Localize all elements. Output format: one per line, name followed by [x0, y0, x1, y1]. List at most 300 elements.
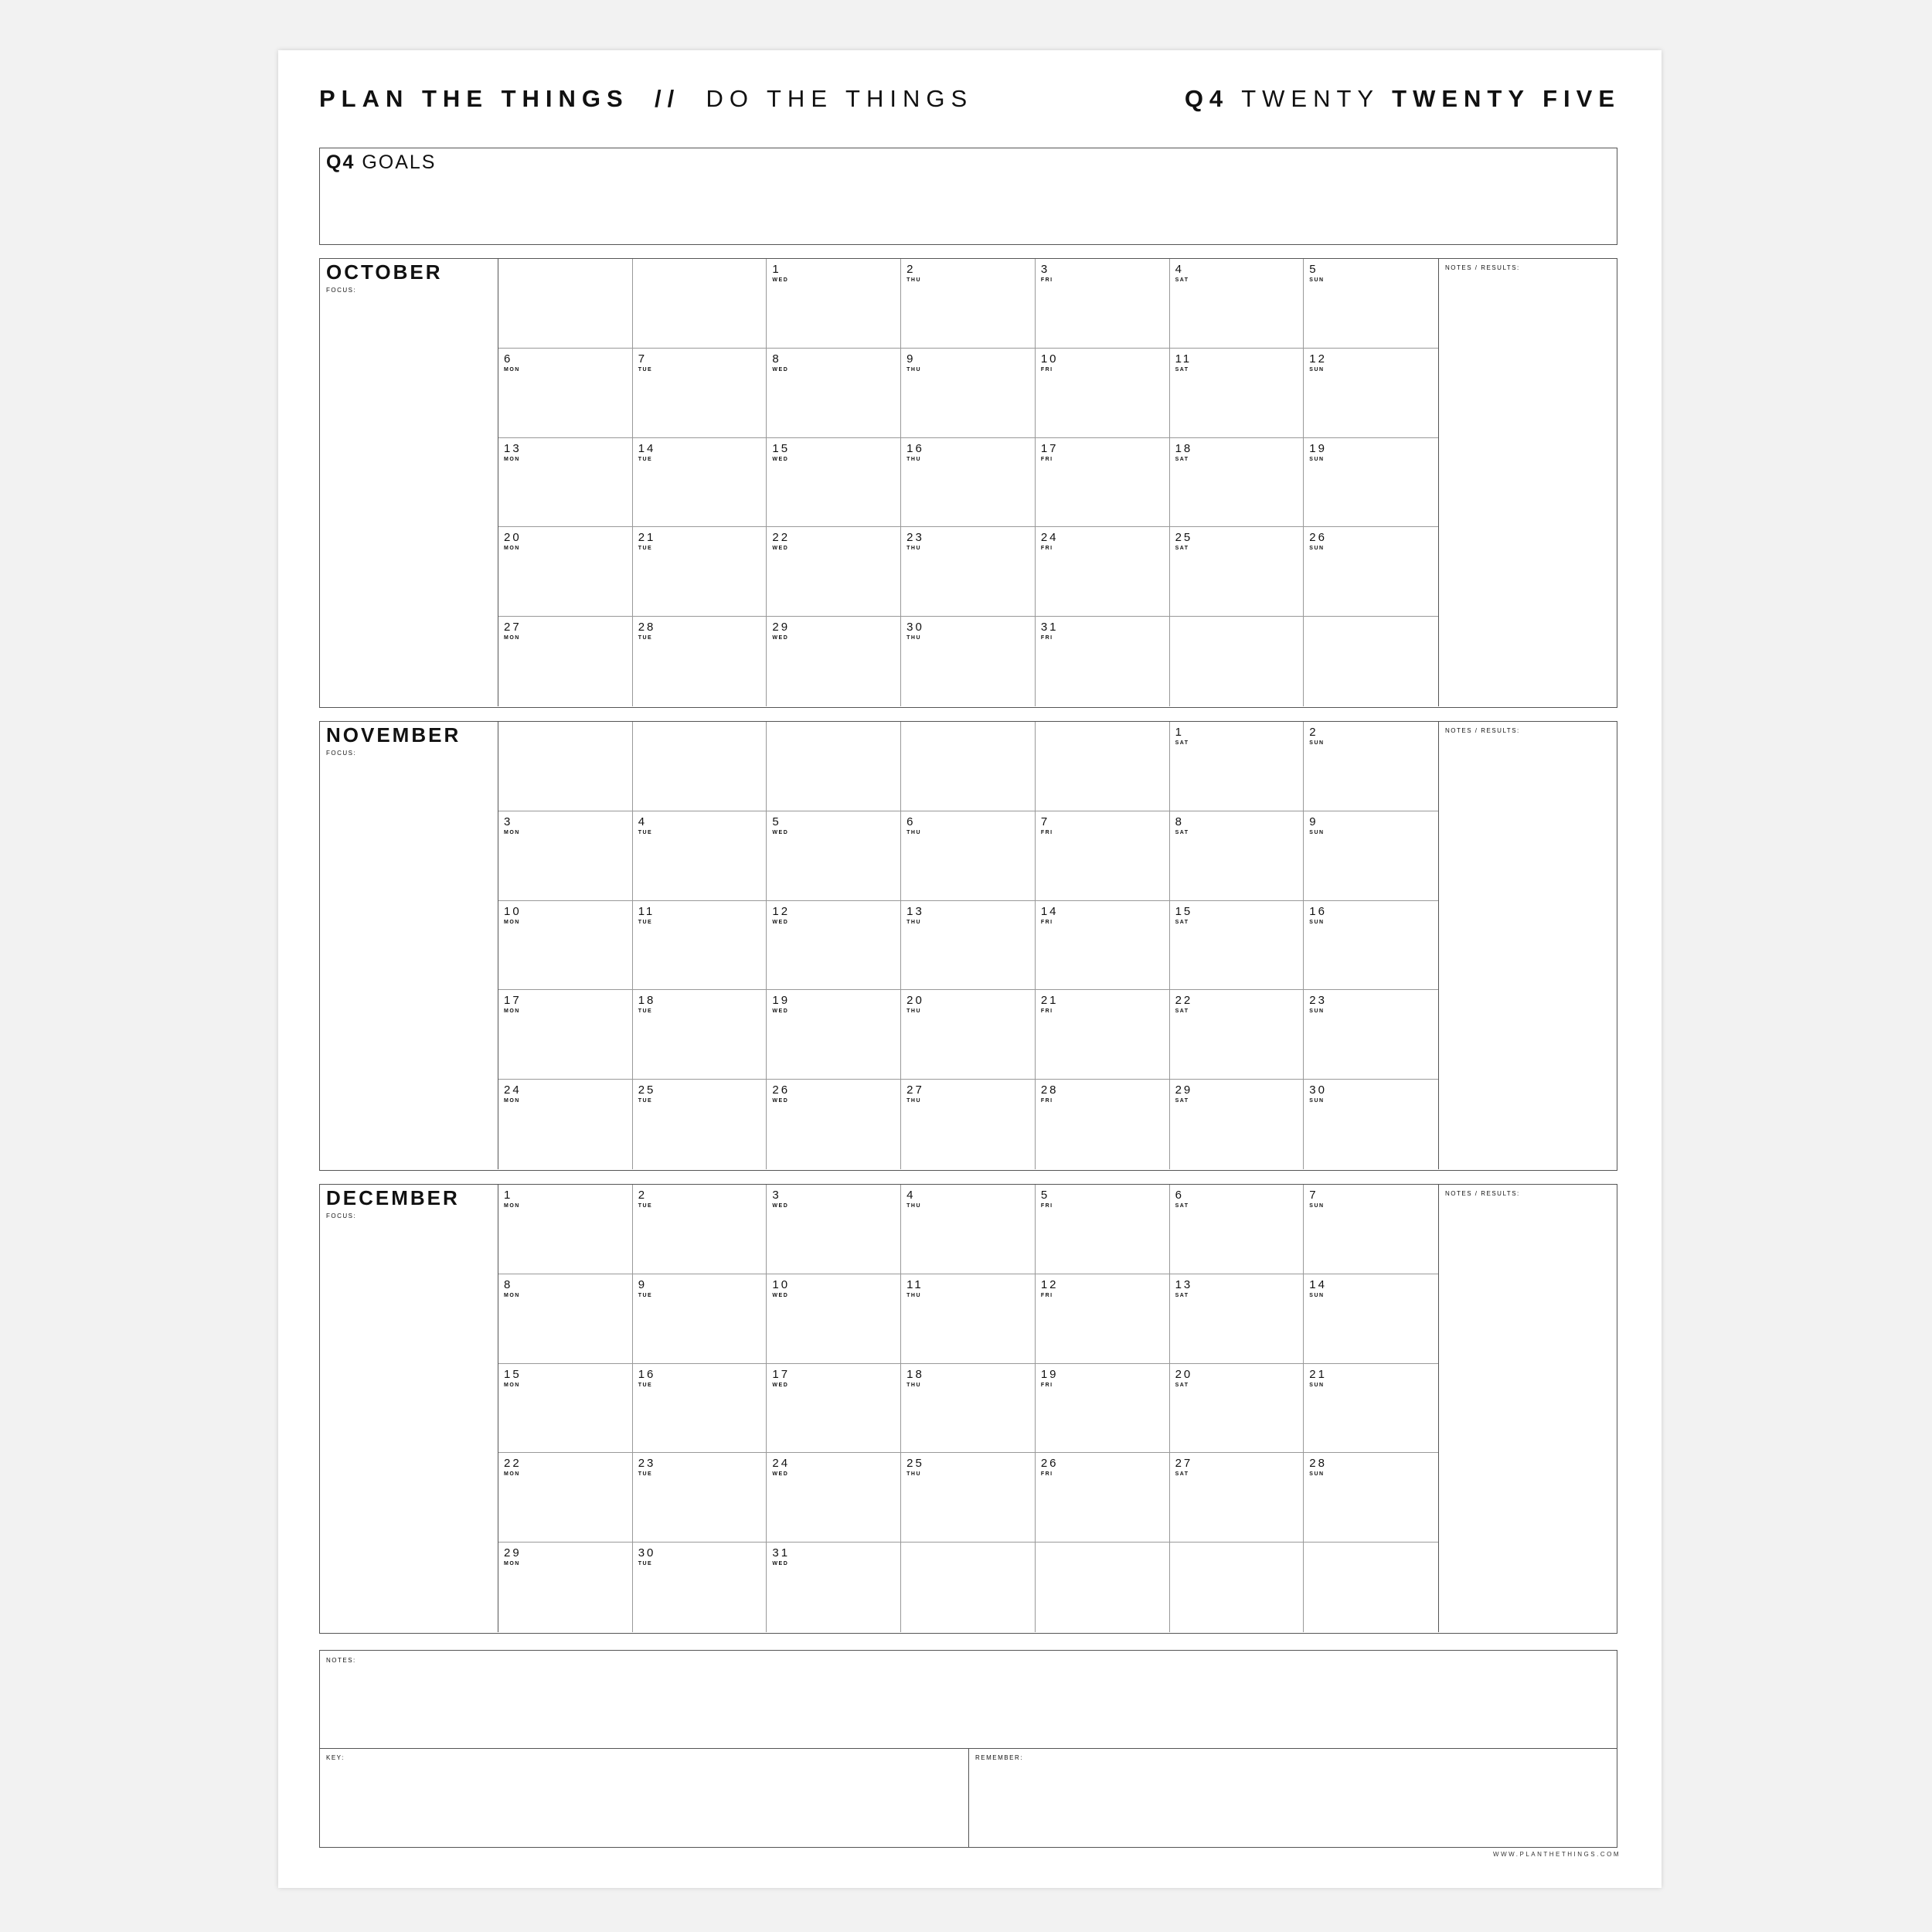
- day-of-week: SUN: [1309, 546, 1325, 552]
- day-cell[interactable]: [498, 527, 633, 617]
- day-cell[interactable]: [1304, 811, 1438, 901]
- day-of-week: WED: [772, 277, 789, 283]
- notes-results-label: NOTES / RESULTS:: [1445, 264, 1520, 271]
- day-of-week: SAT: [1175, 456, 1189, 462]
- day-of-week: SUN: [1309, 366, 1325, 372]
- day-cell[interactable]: [633, 811, 767, 901]
- day-cell[interactable]: [633, 617, 767, 706]
- day-of-week: FRI: [1040, 919, 1053, 925]
- day-number: 10: [772, 1277, 791, 1291]
- day-of-week: TUE: [638, 919, 653, 925]
- day-cell[interactable]: [1304, 1543, 1438, 1632]
- day-cell[interactable]: [633, 990, 767, 1080]
- day-number: 26: [772, 1083, 791, 1097]
- day-cell[interactable]: [498, 990, 633, 1080]
- day-cell[interactable]: [1036, 1274, 1170, 1364]
- header-tagline: [319, 85, 973, 113]
- planner-sheet: [278, 50, 1662, 1888]
- day-cell[interactable]: [633, 527, 767, 617]
- day-number: 24: [504, 1083, 522, 1097]
- day-cell[interactable]: [1170, 527, 1304, 617]
- day-number: 10: [504, 904, 522, 918]
- day-of-week: MON: [504, 1471, 520, 1478]
- day-number: 5: [1309, 263, 1318, 276]
- header-quarter-title: [1185, 85, 1621, 113]
- day-number: 16: [906, 441, 924, 455]
- day-number: 6: [1175, 1189, 1184, 1202]
- day-cell[interactable]: [767, 722, 901, 811]
- footer-url: WWW.PLANTHETHINGS.COM: [1493, 1851, 1621, 1858]
- day-number: 9: [638, 1277, 648, 1291]
- day-of-week: SAT: [1175, 740, 1189, 746]
- day-cell[interactable]: [1036, 438, 1170, 528]
- day-of-week: THU: [906, 919, 922, 925]
- day-cell[interactable]: [901, 901, 1036, 991]
- day-number: 2: [1309, 726, 1318, 739]
- day-number: 13: [906, 904, 924, 918]
- day-number: 17: [772, 1367, 791, 1381]
- day-cell[interactable]: [1170, 811, 1304, 901]
- month-title: OCTOBER: [326, 260, 443, 284]
- day-of-week: WED: [772, 1098, 789, 1104]
- day-of-week: WED: [772, 1009, 789, 1015]
- day-of-week: SUN: [1309, 1203, 1325, 1209]
- day-cell[interactable]: [1170, 1453, 1304, 1543]
- day-cell[interactable]: [1036, 259, 1170, 349]
- day-number: 9: [906, 352, 916, 366]
- day-of-week: THU: [906, 829, 922, 835]
- day-of-week: TUE: [638, 366, 653, 372]
- focus-label: FOCUS:: [326, 750, 357, 757]
- day-of-week: SAT: [1175, 1471, 1189, 1478]
- day-of-week: FRI: [1040, 456, 1053, 462]
- day-number: 11: [638, 904, 655, 918]
- day-of-week: MON: [504, 1203, 520, 1209]
- day-cell[interactable]: [1036, 349, 1170, 438]
- day-cell[interactable]: [1170, 722, 1304, 811]
- day-of-week: FRI: [1040, 277, 1053, 283]
- day-of-week: WED: [772, 1292, 789, 1298]
- day-cell[interactable]: [767, 259, 901, 349]
- day-number: 18: [906, 1367, 924, 1381]
- day-of-week: SUN: [1309, 277, 1325, 283]
- day-number: 19: [772, 994, 791, 1008]
- day-of-week: SUN: [1309, 1098, 1325, 1104]
- focus-label: FOCUS:: [326, 1213, 357, 1219]
- day-of-week: FRI: [1040, 1203, 1053, 1209]
- day-number: 17: [1040, 441, 1059, 455]
- day-of-week: SAT: [1175, 1098, 1189, 1104]
- day-of-week: MON: [504, 919, 520, 925]
- day-of-week: SAT: [1175, 1009, 1189, 1015]
- day-of-week: SUN: [1309, 740, 1325, 746]
- day-of-week: FRI: [1040, 1382, 1053, 1388]
- day-cell[interactable]: [633, 1185, 767, 1274]
- day-of-week: MON: [504, 546, 520, 552]
- day-cell[interactable]: [633, 1364, 767, 1454]
- day-cell[interactable]: [633, 1080, 767, 1169]
- day-cell[interactable]: [633, 259, 767, 349]
- day-number: 8: [772, 352, 781, 366]
- day-cell[interactable]: [498, 1543, 633, 1632]
- day-of-week: SAT: [1175, 546, 1189, 552]
- header-do-text: DO THE THINGS: [706, 85, 974, 112]
- day-number: 14: [1309, 1277, 1327, 1291]
- day-cell[interactable]: [1170, 1274, 1304, 1364]
- day-of-week: THU: [906, 1203, 922, 1209]
- day-of-week: SAT: [1175, 1382, 1189, 1388]
- day-cell[interactable]: [498, 259, 633, 349]
- day-of-week: SAT: [1175, 1292, 1189, 1298]
- day-cell[interactable]: [767, 990, 901, 1080]
- day-of-week: WED: [772, 366, 789, 372]
- day-cell[interactable]: [901, 990, 1036, 1080]
- day-cell[interactable]: [633, 1543, 767, 1632]
- day-of-week: SUN: [1309, 1382, 1325, 1388]
- calendar-grid: [498, 259, 1439, 706]
- day-number: 12: [772, 904, 791, 918]
- day-number: 6: [504, 352, 513, 366]
- day-cell[interactable]: [1304, 990, 1438, 1080]
- day-number: 7: [1040, 815, 1050, 828]
- day-cell[interactable]: [767, 349, 901, 438]
- day-number: 21: [638, 531, 656, 545]
- calendar-grid: [498, 722, 1439, 1169]
- day-cell[interactable]: [767, 1185, 901, 1274]
- day-cell[interactable]: [767, 617, 901, 706]
- day-number: 29: [1175, 1083, 1193, 1097]
- day-cell[interactable]: [901, 811, 1036, 901]
- day-cell[interactable]: [1304, 617, 1438, 706]
- day-number: 18: [638, 994, 656, 1008]
- day-of-week: TUE: [638, 456, 653, 462]
- notes-results-label: NOTES / RESULTS:: [1445, 727, 1520, 734]
- day-number: 26: [1309, 531, 1327, 545]
- day-number: 22: [1175, 994, 1193, 1008]
- day-number: 1: [772, 263, 781, 276]
- day-cell[interactable]: [498, 617, 633, 706]
- day-number: 4: [906, 1189, 916, 1202]
- day-cell[interactable]: [1304, 901, 1438, 991]
- day-number: 4: [638, 815, 648, 828]
- day-of-week: TUE: [638, 635, 653, 641]
- notes-label: NOTES:: [326, 1657, 356, 1664]
- notes-results-label: NOTES / RESULTS:: [1445, 1190, 1520, 1197]
- day-of-week: WED: [772, 1561, 789, 1567]
- key-label: KEY:: [326, 1754, 345, 1761]
- day-cell[interactable]: [498, 1274, 633, 1364]
- day-of-week: FRI: [1040, 1009, 1053, 1015]
- day-of-week: SAT: [1175, 277, 1189, 283]
- day-of-week: THU: [906, 1292, 922, 1298]
- day-number: 11: [906, 1277, 923, 1291]
- day-of-week: FRI: [1040, 1471, 1053, 1478]
- day-cell[interactable]: [1170, 1080, 1304, 1169]
- day-cell[interactable]: [633, 349, 767, 438]
- day-of-week: FRI: [1040, 635, 1053, 641]
- day-of-week: SUN: [1309, 919, 1325, 925]
- day-cell[interactable]: [1304, 1080, 1438, 1169]
- day-number: 5: [1040, 1189, 1050, 1202]
- goals-title: [326, 151, 436, 174]
- day-of-week: MON: [504, 635, 520, 641]
- day-number: 21: [1309, 1367, 1327, 1381]
- goals-box[interactable]: [319, 148, 1617, 245]
- day-number: 12: [1040, 1277, 1059, 1291]
- day-cell[interactable]: [1036, 990, 1170, 1080]
- month-december: [319, 1184, 1617, 1634]
- day-of-week: TUE: [638, 546, 653, 552]
- day-of-week: WED: [772, 546, 789, 552]
- day-cell[interactable]: [498, 1080, 633, 1169]
- day-number: 15: [504, 1367, 522, 1381]
- day-number: 20: [504, 531, 522, 545]
- day-of-week: SUN: [1309, 456, 1325, 462]
- day-cell[interactable]: [1036, 527, 1170, 617]
- day-cell[interactable]: [901, 1080, 1036, 1169]
- day-cell[interactable]: [1304, 438, 1438, 528]
- remember-label: REMEMBER:: [975, 1754, 1023, 1761]
- day-cell[interactable]: [498, 438, 633, 528]
- day-cell[interactable]: [1036, 1185, 1170, 1274]
- day-cell[interactable]: [901, 1274, 1036, 1364]
- day-of-week: FRI: [1040, 366, 1053, 372]
- day-number: 25: [638, 1083, 656, 1097]
- day-number: 2: [638, 1189, 648, 1202]
- day-cell[interactable]: [498, 1185, 633, 1274]
- day-number: 20: [1175, 1367, 1193, 1381]
- day-of-week: TUE: [638, 1561, 653, 1567]
- day-of-week: SAT: [1175, 366, 1189, 372]
- day-of-week: MON: [504, 366, 520, 372]
- day-number: 6: [906, 815, 916, 828]
- day-cell[interactable]: [901, 1185, 1036, 1274]
- day-of-week: SAT: [1175, 1203, 1189, 1209]
- day-cell[interactable]: [1036, 722, 1170, 811]
- day-cell[interactable]: [1304, 527, 1438, 617]
- day-number: 27: [906, 1083, 924, 1097]
- day-cell[interactable]: [1304, 1364, 1438, 1454]
- day-cell[interactable]: [767, 901, 901, 991]
- day-cell[interactable]: [767, 438, 901, 528]
- day-of-week: MON: [504, 456, 520, 462]
- day-number: 22: [772, 531, 791, 545]
- day-cell[interactable]: [1170, 1543, 1304, 1632]
- day-cell[interactable]: [498, 901, 633, 991]
- day-number: 28: [1040, 1083, 1059, 1097]
- day-cell[interactable]: [767, 1080, 901, 1169]
- day-number: 25: [1175, 531, 1193, 545]
- day-cell[interactable]: [1304, 349, 1438, 438]
- day-of-week: SAT: [1175, 829, 1189, 835]
- day-of-week: MON: [504, 1098, 520, 1104]
- day-cell[interactable]: [767, 1453, 901, 1543]
- day-number: 20: [906, 994, 924, 1008]
- day-number: 8: [1175, 815, 1184, 828]
- day-cell[interactable]: [1036, 1080, 1170, 1169]
- day-of-week: SUN: [1309, 1471, 1325, 1478]
- day-of-week: TUE: [638, 1471, 653, 1478]
- day-cell[interactable]: [1304, 1453, 1438, 1543]
- day-cell[interactable]: [498, 1453, 633, 1543]
- day-number: 29: [772, 621, 791, 634]
- day-cell[interactable]: [1170, 901, 1304, 991]
- day-of-week: FRI: [1040, 546, 1053, 552]
- day-of-week: WED: [772, 1471, 789, 1478]
- day-number: 9: [1309, 815, 1318, 828]
- header-quarter: Q4: [1184, 85, 1230, 112]
- day-number: 14: [638, 441, 656, 455]
- day-of-week: THU: [906, 1471, 922, 1478]
- day-number: 15: [1175, 904, 1193, 918]
- day-number: 7: [1309, 1189, 1318, 1202]
- day-cell[interactable]: [1036, 901, 1170, 991]
- day-cell[interactable]: [1170, 990, 1304, 1080]
- day-cell[interactable]: [767, 1274, 901, 1364]
- day-number: 21: [1040, 994, 1059, 1008]
- day-number: 11: [1175, 352, 1192, 366]
- month-title: DECEMBER: [326, 1186, 460, 1209]
- day-number: 13: [504, 441, 522, 455]
- day-cell[interactable]: [1304, 1185, 1438, 1274]
- day-number: 2: [906, 263, 916, 276]
- month-october: [319, 258, 1617, 708]
- goals-label: GOALS: [362, 151, 437, 173]
- day-cell[interactable]: [1170, 1185, 1304, 1274]
- day-number: 19: [1040, 1367, 1059, 1381]
- day-cell[interactable]: [633, 438, 767, 528]
- calendar-grid: [498, 1185, 1439, 1632]
- header-year-bold: TWENTY FIVE: [1392, 85, 1621, 112]
- day-cell[interactable]: [633, 1453, 767, 1543]
- day-number: 31: [772, 1546, 791, 1560]
- day-number: 27: [1175, 1457, 1193, 1471]
- day-cell[interactable]: [901, 349, 1036, 438]
- day-number: 5: [772, 815, 781, 828]
- day-cell[interactable]: [1170, 1364, 1304, 1454]
- day-number: 23: [1309, 994, 1327, 1008]
- day-cell[interactable]: [1170, 259, 1304, 349]
- day-cell[interactable]: [901, 1453, 1036, 1543]
- month-title: NOVEMBER: [326, 723, 461, 747]
- day-number: 15: [772, 441, 791, 455]
- day-number: 8: [504, 1277, 513, 1291]
- day-cell[interactable]: [633, 722, 767, 811]
- day-of-week: TUE: [638, 1292, 653, 1298]
- day-of-week: FRI: [1040, 1098, 1053, 1104]
- day-cell[interactable]: [1304, 259, 1438, 349]
- day-cell[interactable]: [901, 438, 1036, 528]
- day-cell[interactable]: [1304, 722, 1438, 811]
- day-cell[interactable]: [1304, 1274, 1438, 1364]
- day-of-week: WED: [772, 1382, 789, 1388]
- day-cell[interactable]: [901, 617, 1036, 706]
- focus-label: FOCUS:: [326, 287, 357, 294]
- day-number: 24: [1040, 531, 1059, 545]
- day-cell[interactable]: [1036, 1364, 1170, 1454]
- day-cell[interactable]: [498, 349, 633, 438]
- day-cell[interactable]: [1170, 438, 1304, 528]
- day-number: 16: [1309, 904, 1327, 918]
- day-cell[interactable]: [901, 722, 1036, 811]
- day-cell[interactable]: [498, 1364, 633, 1454]
- day-of-week: SUN: [1309, 829, 1325, 835]
- day-number: 17: [504, 994, 522, 1008]
- day-number: 23: [638, 1457, 656, 1471]
- day-number: 25: [906, 1457, 924, 1471]
- day-number: 10: [1040, 352, 1059, 366]
- day-number: 28: [638, 621, 656, 634]
- day-cell[interactable]: [767, 527, 901, 617]
- day-cell[interactable]: [901, 527, 1036, 617]
- day-cell[interactable]: [901, 1543, 1036, 1632]
- day-cell[interactable]: [1170, 617, 1304, 706]
- day-of-week: WED: [772, 829, 789, 835]
- day-cell[interactable]: [1036, 811, 1170, 901]
- day-of-week: TUE: [638, 1203, 653, 1209]
- day-cell[interactable]: [901, 1364, 1036, 1454]
- day-of-week: THU: [906, 277, 922, 283]
- day-of-week: MON: [504, 829, 520, 835]
- day-of-week: FRI: [1040, 1292, 1053, 1298]
- day-number: 30: [638, 1546, 656, 1560]
- day-of-week: WED: [772, 456, 789, 462]
- day-cell[interactable]: [1036, 1453, 1170, 1543]
- day-cell[interactable]: [633, 901, 767, 991]
- day-number: 14: [1040, 904, 1059, 918]
- day-number: 30: [1309, 1083, 1327, 1097]
- day-of-week: FRI: [1040, 829, 1053, 835]
- day-of-week: WED: [772, 1203, 789, 1209]
- day-of-week: THU: [906, 456, 922, 462]
- day-number: 26: [1040, 1457, 1059, 1471]
- day-cell[interactable]: [498, 722, 633, 811]
- day-of-week: TUE: [638, 1382, 653, 1388]
- day-of-week: TUE: [638, 829, 653, 835]
- day-cell[interactable]: [1036, 1543, 1170, 1632]
- day-number: 7: [638, 352, 648, 366]
- day-cell[interactable]: [633, 1274, 767, 1364]
- day-cell[interactable]: [901, 259, 1036, 349]
- day-number: 3: [772, 1189, 781, 1202]
- day-of-week: THU: [906, 366, 922, 372]
- bottom-notes-section: [319, 1650, 1617, 1848]
- day-of-week: WED: [772, 635, 789, 641]
- header-plan-text: PLAN THE THINGS: [319, 85, 629, 112]
- day-cell[interactable]: [767, 811, 901, 901]
- day-cell[interactable]: [767, 1364, 901, 1454]
- divider: [968, 1748, 969, 1847]
- day-cell[interactable]: [1170, 349, 1304, 438]
- day-number: 18: [1175, 441, 1193, 455]
- day-number: 27: [504, 621, 522, 634]
- day-of-week: WED: [772, 919, 789, 925]
- goals-quarter: Q4: [326, 151, 355, 173]
- day-cell[interactable]: [1036, 617, 1170, 706]
- day-number: 23: [906, 531, 924, 545]
- day-number: 22: [504, 1457, 522, 1471]
- day-of-week: SUN: [1309, 1009, 1325, 1015]
- day-cell[interactable]: [498, 811, 633, 901]
- day-number: 30: [906, 621, 924, 634]
- day-of-week: MON: [504, 1009, 520, 1015]
- day-cell[interactable]: [767, 1543, 901, 1632]
- day-of-week: THU: [906, 1382, 922, 1388]
- day-number: 1: [1175, 726, 1184, 739]
- day-number: 4: [1175, 263, 1184, 276]
- header-separator: //: [654, 85, 681, 112]
- day-number: 3: [1040, 263, 1050, 276]
